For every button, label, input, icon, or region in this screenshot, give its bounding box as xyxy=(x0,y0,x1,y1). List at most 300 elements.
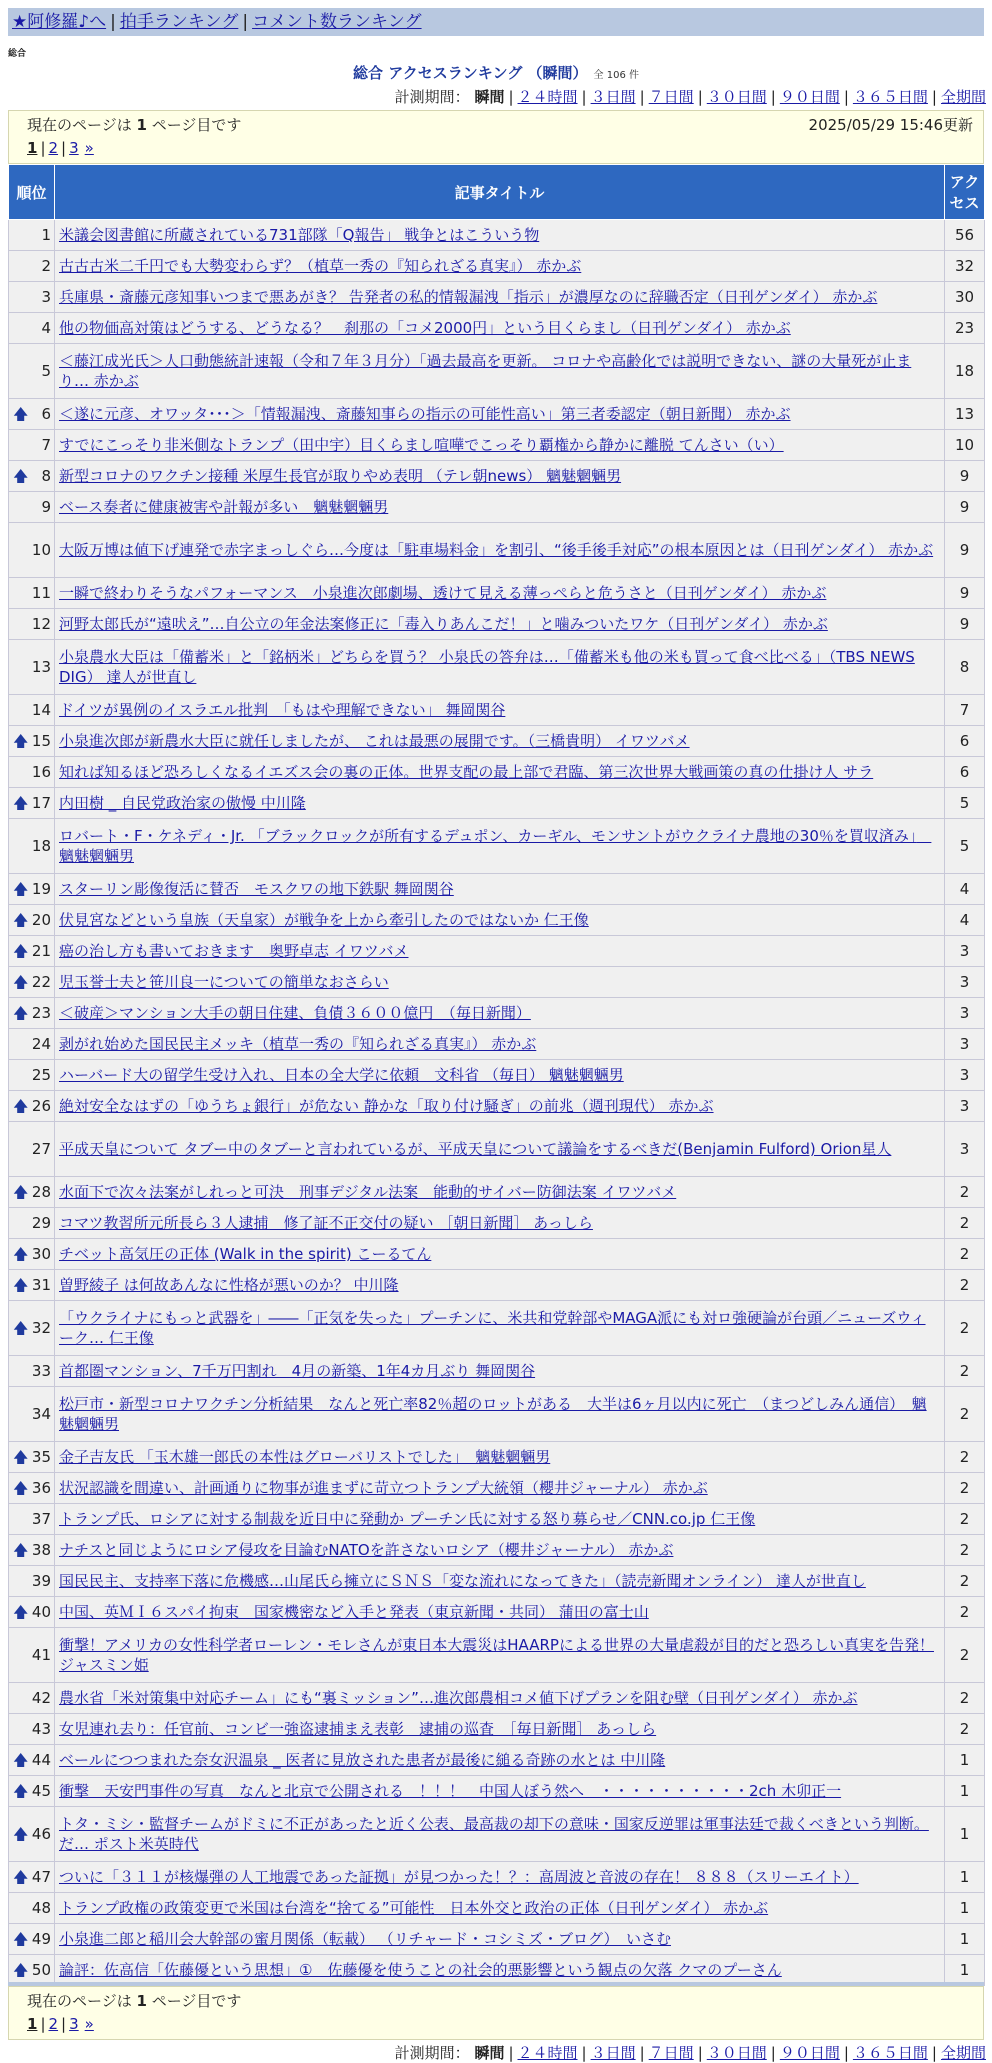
up-arrow-icon: 🡅 xyxy=(13,1319,29,1337)
rank-cell xyxy=(9,905,55,936)
period-365d[interactable]: ３６５日間 xyxy=(852,88,928,106)
access-count: 2 xyxy=(945,1566,985,1597)
article-link[interactable]: すでにこっそり非米側なトランプ（田中宇）目くらまし喧嘩でこっそり覇権から静かに離脱 てんさい（い） xyxy=(59,436,784,454)
rank-number: 40 xyxy=(31,1603,51,1621)
rank-cell xyxy=(9,1504,55,1535)
access-count: 9 xyxy=(945,461,985,492)
article-link[interactable]: ナチスと同じようにロシア侵攻を目論むNATOを許さないロシア（櫻井ジャーナル） 赤かぶ xyxy=(59,1541,674,1559)
up-arrow-icon: 🡅 xyxy=(13,1183,29,1201)
rank-number: 13 xyxy=(31,658,51,676)
article-link[interactable]: 曽野綾子 は何故あんなに性格が悪いのか？ 中川隆 xyxy=(59,1276,399,1294)
article-link[interactable]: 他の物価高対策はどうする、どうなる？ 刹那の「コメ2000円」という目くらまし（日刊ゲンダイ） 赤かぶ xyxy=(59,319,791,337)
rank-number: 19 xyxy=(31,880,51,898)
table-row xyxy=(9,1504,985,1535)
table-row xyxy=(9,1745,985,1776)
table-row xyxy=(9,819,985,874)
table-row xyxy=(9,905,985,936)
rank-cell xyxy=(9,726,55,757)
table-row xyxy=(9,251,985,282)
current-page-text: 現在のページは 1 ページ目です xyxy=(27,116,242,134)
access-count: 2 xyxy=(945,1208,985,1239)
table-row xyxy=(9,1566,985,1597)
article-link[interactable]: 平成天皇について タブー中のタブーと言われているが、平成天皇について議論をするべきだ(Benjamin Fulford) Orion星人 xyxy=(59,1140,892,1158)
table-row xyxy=(9,1270,985,1301)
rank-number: 7 xyxy=(41,436,51,454)
access-count: 1 xyxy=(945,1745,985,1776)
title-cell xyxy=(55,1807,945,1862)
period-30d[interactable]: ３０日間 xyxy=(706,88,767,106)
rank-cell xyxy=(9,695,55,726)
table-row xyxy=(9,344,985,399)
title-cell xyxy=(55,726,945,757)
rank-cell xyxy=(9,282,55,313)
rank-number: 17 xyxy=(31,794,51,812)
table-row xyxy=(9,1060,985,1091)
table-row xyxy=(9,695,985,726)
access-count: 4 xyxy=(945,905,985,936)
rank-number: 28 xyxy=(31,1183,51,1201)
ranking-title-text: 総合 アクセスランキング （瞬間） xyxy=(353,64,588,82)
article-link[interactable]: 水面下で次々法案がしれっと可決 刑事デジタル法案 能動的サイバー防御法案 イワツバメ xyxy=(59,1183,677,1201)
article-link[interactable]: 小泉進次郎が新農水大臣に就任しましたが、 これは最悪の展開です。（三橋貴明） イワツバメ xyxy=(59,732,690,750)
access-count: 2 xyxy=(945,1597,985,1628)
article-link[interactable]: 癌の治し方も書いておきます 奥野卓志 イワツバメ xyxy=(59,942,409,960)
title-cell xyxy=(55,1535,945,1566)
rank-number: 42 xyxy=(31,1689,51,1707)
title-cell xyxy=(55,1566,945,1597)
rank-cell xyxy=(9,1893,55,1924)
access-count: 2 xyxy=(945,1387,985,1442)
access-count: 2 xyxy=(945,1356,985,1387)
rank-cell xyxy=(9,344,55,399)
article-link[interactable]: トタ・ミシ・監督チームがドミに不正があったと近く公表、最高裁の却下の意味・国家反逆罪は軍事法廷で裁くべきという判断。だ… ポスト米英時代 xyxy=(59,1815,929,1853)
table-row xyxy=(9,1714,985,1745)
rank-cell xyxy=(9,967,55,998)
rank-number: 49 xyxy=(31,1930,51,1948)
updated-time: 2025/05/29 15:46更新 xyxy=(808,116,973,134)
article-link[interactable]: ハーバード大の留学生受け入れ、日本の全大学に依頼 文科省 （毎日） 魑魅魍魎男 xyxy=(59,1066,624,1084)
top-nav-bar: ★阿修羅♪へ | 拍手ランキング | コメント数ランキング xyxy=(8,8,984,36)
period-365d[interactable]: ３６５日間 xyxy=(852,2044,928,2062)
col-header-access: アクセス xyxy=(945,165,985,220)
access-count: 1 xyxy=(945,1862,985,1893)
access-count: 2 xyxy=(945,1714,985,1745)
article-link[interactable]: 知れば知るほど恐ろしくなるイエズス会の裏の正体。世界支配の最上部で君臨、第三次世界大戦画策の真の仕掛け人 サラ xyxy=(59,763,874,781)
rank-cell xyxy=(9,492,55,523)
rank-number: 37 xyxy=(31,1510,51,1528)
rank-number: 30 xyxy=(31,1245,51,1263)
article-link[interactable]: コマツ教習所元所長ら３人逮捕 修了証不正交付の疑い ［朝日新聞］ あっしら xyxy=(59,1214,593,1232)
period-current: 瞬間 xyxy=(474,2044,505,2062)
title-cell xyxy=(55,1504,945,1535)
rank-number: 44 xyxy=(31,1751,51,1769)
rank-cell xyxy=(9,609,55,640)
article-link[interactable]: 衝撃！アメリカの女性科学者ローレン・モレさんが東日本大震災はHAARPによる世界の大量虐殺が目的だと恐ろしい真実を告発！ ジャスミン姫 xyxy=(59,1636,934,1674)
title-cell xyxy=(55,1442,945,1473)
period-all[interactable]: 全期間 xyxy=(940,2044,986,2062)
rank-cell xyxy=(9,1862,55,1893)
rank-number: 5 xyxy=(41,362,51,380)
rank-number: 3 xyxy=(41,288,51,306)
access-count: 2 xyxy=(945,1239,985,1270)
up-arrow-icon: 🡅 xyxy=(13,973,29,991)
rank-cell xyxy=(9,1442,55,1473)
rank-number: 45 xyxy=(31,1782,51,1800)
title-cell xyxy=(55,819,945,874)
page-2-link[interactable]: 2 xyxy=(48,2015,59,2033)
title-cell xyxy=(55,1122,945,1177)
rank-cell xyxy=(9,1473,55,1504)
period-7d[interactable]: ７日間 xyxy=(648,88,694,106)
table-row xyxy=(9,1208,985,1239)
title-cell xyxy=(55,1387,945,1442)
rank-number: 38 xyxy=(31,1541,51,1559)
title-cell xyxy=(55,282,945,313)
access-count: 1 xyxy=(945,1893,985,1924)
rank-number: 29 xyxy=(31,1214,51,1232)
table-row xyxy=(9,1387,985,1442)
period-3d[interactable]: ３日間 xyxy=(590,88,636,106)
title-cell xyxy=(55,313,945,344)
rank-cell xyxy=(9,430,55,461)
table-row xyxy=(9,1955,985,1986)
page-1-current: 1 xyxy=(27,139,38,157)
rank-number: 1 xyxy=(41,226,51,244)
article-link[interactable]: 小泉進二郎と稲川会大幹部の蜜月関係（転載） （リチャード・コシミズ・ブログ） いさむ xyxy=(59,1930,671,1948)
article-link[interactable]: ドイツが異例のイスラエル批判 「もはや理解できない」 舞岡関谷 xyxy=(59,701,506,719)
article-link[interactable]: 新型コロナのワクチン接種 米厚生長官が取りやめ表明 （テレ朝news） 魑魅魍魎男 xyxy=(59,467,622,485)
title-cell xyxy=(55,492,945,523)
period-24h[interactable]: ２４時間 xyxy=(517,2044,578,2062)
rank-number: 10 xyxy=(31,541,51,559)
title-cell xyxy=(55,1597,945,1628)
title-cell xyxy=(55,967,945,998)
table-row xyxy=(9,1924,985,1955)
article-link[interactable]: 「ウクライナにもっと武器を」――「正気を失った」プーチンに、米共和党幹部やMAGA派にも対ロ強硬論が台頭／ニューズウィーク… 仁王像 xyxy=(59,1309,926,1347)
article-link[interactable]: 児玉誉士夫と笹川良一についての簡単なおさらい xyxy=(59,973,389,991)
title-cell xyxy=(55,461,945,492)
access-count: 30 xyxy=(945,282,985,313)
table-row xyxy=(9,578,985,609)
rank-number: 6 xyxy=(41,405,51,423)
title-cell xyxy=(55,430,945,461)
title-cell xyxy=(55,1893,945,1924)
rank-cell xyxy=(9,1714,55,1745)
page-3-link[interactable]: 3 xyxy=(69,2015,79,2033)
access-count: 3 xyxy=(945,936,985,967)
article-link[interactable]: 米議会図書館に所蔵されている731部隊「Q報告」 戦争とはこういう物 xyxy=(59,226,540,244)
up-arrow-icon: 🡅 xyxy=(13,405,29,423)
table-row xyxy=(9,967,985,998)
access-count: 3 xyxy=(945,1029,985,1060)
title-cell xyxy=(55,757,945,788)
rank-number: 15 xyxy=(31,732,51,750)
article-link[interactable]: 状況認識を間違い、計画通りに物事が進まずに苛立つトランプ大統領（櫻井ジャーナル） 赤かぶ xyxy=(59,1479,708,1497)
title-cell xyxy=(55,1060,945,1091)
title-cell xyxy=(55,1745,945,1776)
nav-link-comment-ranking[interactable]: コメント数ランキング xyxy=(252,12,422,32)
title-cell xyxy=(55,609,945,640)
rank-cell xyxy=(9,399,55,430)
up-arrow-icon: 🡅 xyxy=(13,732,29,750)
rank-number: 34 xyxy=(31,1405,51,1423)
access-count: 2 xyxy=(945,1301,985,1356)
rank-cell xyxy=(9,461,55,492)
nav-link-clap-ranking[interactable]: 拍手ランキング xyxy=(119,12,239,32)
article-link[interactable]: ＜破産＞マンション大手の朝日住建、負債３６００億円 （毎日新聞） xyxy=(59,1004,531,1022)
article-link[interactable]: ＜藤江成光氏＞人口動態統計速報（令和７年３月分）「過去最高を更新。 コロナや高齢化では説明できない、謎の大量死が止まり… 赤かぶ xyxy=(59,352,912,390)
up-arrow-icon: 🡅 xyxy=(13,1448,29,1466)
period-selector-top: 計測期間： 瞬間 | ２４時間 | ３日間 | ７日間 | ３０日間 | ９０日間 | ３６５日間 | 全期間 xyxy=(394,88,986,106)
title-cell xyxy=(55,1239,945,1270)
rank-cell xyxy=(9,251,55,282)
table-row xyxy=(9,1535,985,1566)
table-row xyxy=(9,1091,985,1122)
rank-cell xyxy=(9,1239,55,1270)
period-90d[interactable]: ９０日間 xyxy=(779,88,840,106)
up-arrow-icon: 🡅 xyxy=(13,1541,29,1559)
table-row xyxy=(9,1301,985,1356)
article-link[interactable]: スターリン彫像復活に賛否 モスクワの地下鉄駅 舞岡関谷 xyxy=(59,880,454,898)
title-cell xyxy=(55,1628,945,1683)
access-count: 9 xyxy=(945,523,985,578)
article-link[interactable]: ＜遂に元彦、オワッタ･･･＞「情報漏洩、斎藤知事らの指示の可能性高い」第三者委認定（朝日新聞） 赤かぶ xyxy=(59,405,791,423)
access-count: 9 xyxy=(945,492,985,523)
next-page-link[interactable]: » xyxy=(84,2015,94,2033)
ranking-title xyxy=(0,62,992,83)
table-row xyxy=(9,998,985,1029)
article-link[interactable]: 金子吉友氏 「玉木雄一郎氏の本性はグローバリストでした」 魑魅魍魎男 xyxy=(59,1448,551,1466)
article-link[interactable]: トランプ政権の政策変更で米国は台湾を“捨てる”可能性 日本外交と政治の正体（日刊ゲンダイ） 赤かぶ xyxy=(59,1899,769,1917)
rank-cell xyxy=(9,1776,55,1807)
access-count: 18 xyxy=(945,344,985,399)
rank-number: 36 xyxy=(31,1479,51,1497)
rank-number: 8 xyxy=(41,467,51,485)
period-30d[interactable]: ３０日間 xyxy=(706,2044,767,2062)
title-cell xyxy=(55,1029,945,1060)
rank-cell xyxy=(9,874,55,905)
ranking-rows xyxy=(9,220,985,1986)
up-arrow-icon: 🡅 xyxy=(13,1276,29,1294)
rank-number: 12 xyxy=(31,615,51,633)
rank-cell xyxy=(9,1301,55,1356)
period-3d[interactable]: ３日間 xyxy=(590,2044,636,2062)
access-count: 3 xyxy=(945,998,985,1029)
rank-cell xyxy=(9,788,55,819)
title-cell xyxy=(55,1270,945,1301)
rank-cell xyxy=(9,936,55,967)
period-7d[interactable]: ７日間 xyxy=(648,2044,694,2062)
access-count: 2 xyxy=(945,1535,985,1566)
article-link[interactable]: 絶対安全なはずの「ゆうちょ銀行」が危ない 静かな「取り付け騒ぎ」の前兆（週刊現代） 赤かぶ xyxy=(59,1097,714,1115)
title-cell xyxy=(55,1714,945,1745)
access-count: 1 xyxy=(945,1955,985,1986)
article-link[interactable]: 河野太郎氏が“遠吠え”…自公立の年金法案修正に「毒入りあんこだ！」と噛みついたワケ（日刊ゲンダイ） 赤かぶ xyxy=(59,615,828,633)
rank-number: 31 xyxy=(31,1276,51,1294)
access-count: 5 xyxy=(945,819,985,874)
article-link[interactable]: 松戸市・新型コロナワクチン分析結果 なんと死亡率82％超のロットがある 大半は6ヶ月以内に死亡 （まつどしみん通信） 魑魅魍魎男 xyxy=(59,1395,927,1433)
rank-number: 9 xyxy=(41,498,51,516)
page-3-link[interactable]: 3 xyxy=(69,139,79,157)
article-link[interactable]: 剥がれ始めた国民民主メッキ（植草一秀の『知られざる真実』） 赤かぶ xyxy=(59,1035,537,1053)
rank-number: 48 xyxy=(31,1899,51,1917)
title-cell xyxy=(55,1301,945,1356)
ranking-table xyxy=(8,164,985,1986)
up-arrow-icon: 🡅 xyxy=(13,1751,29,1769)
access-count: 2 xyxy=(945,1473,985,1504)
article-link[interactable]: 中国、英ＭＩ６スパイ拘束 国家機密など入手と発表（東京新聞・共同） 蒲田の富士山 xyxy=(59,1603,649,1621)
up-arrow-icon: 🡅 xyxy=(13,880,29,898)
title-cell xyxy=(55,1356,945,1387)
period-90d[interactable]: ９０日間 xyxy=(779,2044,840,2062)
up-arrow-icon: 🡅 xyxy=(13,1097,29,1115)
article-link[interactable]: 小泉農水大臣は「備蓄米」と「銘柄米」どちらを買う？ 小泉氏の答弁は…「備蓄米も他の米も買って食べ比べる」（TBS NEWS DIG） 達人が世直し xyxy=(59,648,915,686)
access-count: 3 xyxy=(945,1122,985,1177)
up-arrow-icon: 🡅 xyxy=(13,1782,29,1800)
article-link[interactable]: 衝撃 天安門事件の写真 なんと北京で公開される ！！！ 中国人ぼう然へ ・・・・・・・・・・2ch 木卯正一 xyxy=(59,1782,842,1800)
table-row xyxy=(9,1597,985,1628)
title-cell xyxy=(55,344,945,399)
rank-number: 16 xyxy=(31,763,51,781)
period-24h[interactable]: ２４時間 xyxy=(517,88,578,106)
up-arrow-icon: 🡅 xyxy=(13,911,29,929)
article-link[interactable]: 伏見宮などという皇族（天皇家）が戦争を上から牽引したのではないか 仁王像 xyxy=(59,911,589,929)
rank-number: 20 xyxy=(31,911,51,929)
nav-link-ashura[interactable]: ★阿修羅♪へ xyxy=(12,12,107,32)
article-link[interactable]: 一瞬で終わりそうなパフォーマンス 小泉進次郎劇場、透けて見える薄っぺらと危うさと（日刊ゲンダイ） 赤かぶ xyxy=(59,584,827,602)
rank-cell xyxy=(9,1356,55,1387)
title-cell xyxy=(55,874,945,905)
access-count: 10 xyxy=(945,430,985,461)
table-row xyxy=(9,1442,985,1473)
page-2-link[interactable]: 2 xyxy=(48,139,59,157)
article-link[interactable]: 首都圏マンション、7千万円割れ 4月の新築、1年4カ月ぶり 舞岡関谷 xyxy=(59,1362,536,1380)
access-count: 9 xyxy=(945,609,985,640)
rank-cell xyxy=(9,1122,55,1177)
access-count: 9 xyxy=(945,578,985,609)
pager-top xyxy=(8,110,984,164)
title-cell xyxy=(55,640,945,695)
rank-number: 47 xyxy=(31,1868,51,1886)
rank-number: 32 xyxy=(31,1319,51,1337)
page-links: 1 | 2 | 3 » xyxy=(27,2015,94,2033)
table-row xyxy=(9,1473,985,1504)
up-arrow-icon: 🡅 xyxy=(13,1930,29,1948)
access-count: 23 xyxy=(945,313,985,344)
table-row xyxy=(9,1029,985,1060)
article-link[interactable]: 農水省「米対策集中対応チーム」にも“裏ミッション”…進次郎農相コメ値下げプランを阻む壁（日刊ゲンダイ） 赤かぶ xyxy=(59,1689,858,1707)
rank-number: 39 xyxy=(31,1572,51,1590)
rank-cell xyxy=(9,1924,55,1955)
rank-number: 25 xyxy=(31,1066,51,1084)
title-cell xyxy=(55,1776,945,1807)
rank-cell xyxy=(9,1387,55,1442)
access-count: 2 xyxy=(945,1442,985,1473)
up-arrow-icon: 🡅 xyxy=(13,467,29,485)
article-link[interactable]: 大阪万博は値下げ連発で赤字まっしぐら…今度は「駐車場料金」を割引、“後手後手対応”の根本原因とは（日刊ゲンダイ） 赤かぶ xyxy=(59,541,934,559)
table-row xyxy=(9,936,985,967)
up-arrow-icon: 🡅 xyxy=(13,1004,29,1022)
rank-cell xyxy=(9,1597,55,1628)
next-page-link[interactable]: » xyxy=(84,139,94,157)
rank-number: 11 xyxy=(31,584,51,602)
article-link[interactable]: 古古古米二千円でも大勢変わらず？（植草一秀の『知られざる真実』） 赤かぶ xyxy=(59,257,582,275)
table-row xyxy=(9,874,985,905)
table-row xyxy=(9,757,985,788)
article-link[interactable]: 兵庫県・斎藤元彦知事いつまで悪あがき？ 告発者の私的情報漏洩「指示」が濃厚なのに辞職否定（日刊ゲンダイ） 赤かぶ xyxy=(59,288,878,306)
title-cell xyxy=(55,1683,945,1714)
title-cell xyxy=(55,1208,945,1239)
access-count: 2 xyxy=(945,1504,985,1535)
access-count: 2 xyxy=(945,1628,985,1683)
title-cell xyxy=(55,1091,945,1122)
title-cell xyxy=(55,1473,945,1504)
article-link[interactable]: 国民民主、支持率下落に危機感…山尾氏ら擁立にＳＮＳ「変な流れになってきた」（読売新聞オンライン） 達人が世直し xyxy=(59,1572,866,1590)
rank-number: 33 xyxy=(31,1362,51,1380)
title-cell xyxy=(55,578,945,609)
up-arrow-icon: 🡅 xyxy=(13,1961,29,1979)
period-label: 計測期間： xyxy=(394,2044,470,2062)
article-link[interactable]: ベールにつつまれた奈女沢温泉 _ 医者に見放された患者が最後に縋る奇跡の水とは 中川隆 xyxy=(59,1751,666,1769)
rank-cell xyxy=(9,1566,55,1597)
up-arrow-icon: 🡅 xyxy=(13,1479,29,1497)
article-link[interactable]: 内田樹 _ 自民党政治家の傲慢 中川隆 xyxy=(59,794,306,812)
access-count: 7 xyxy=(945,695,985,726)
access-count: 2 xyxy=(945,1177,985,1208)
page-links: 1 | 2 | 3 » xyxy=(27,139,94,157)
rank-number: 22 xyxy=(31,973,51,991)
article-link[interactable]: ロバート・F・ケネディ・Jr. 「ブラックロックが所有するデュポン、カーギル、モンサントがウクライナ農地の30％を買収済み」 魑魅魍魎男 xyxy=(59,827,932,865)
title-cell xyxy=(55,523,945,578)
rank-cell xyxy=(9,1029,55,1060)
access-count: 3 xyxy=(945,967,985,998)
access-count: 6 xyxy=(945,726,985,757)
rank-cell xyxy=(9,578,55,609)
title-cell xyxy=(55,251,945,282)
rank-number: 23 xyxy=(31,1004,51,1022)
article-link[interactable]: ついに「３１１が核爆弾の人工地震であった証拠」が見つかった！？：高周波と音波の存在！ ８８８（スリーエイト） xyxy=(59,1868,859,1886)
rank-cell xyxy=(9,1628,55,1683)
rank-cell xyxy=(9,1270,55,1301)
table-row xyxy=(9,523,985,578)
title-cell xyxy=(55,1862,945,1893)
article-link[interactable]: トランプ氏、ロシアに対する制裁を近日中に発動か プーチン氏に対する怒り募らせ／CNN.co.jp 仁王像 xyxy=(59,1510,756,1528)
title-cell xyxy=(55,1955,945,1986)
rank-cell xyxy=(9,1807,55,1862)
table-row xyxy=(9,1122,985,1177)
period-current: 瞬間 xyxy=(474,88,505,106)
rank-number: 41 xyxy=(31,1646,51,1664)
up-arrow-icon: 🡅 xyxy=(13,1868,29,1886)
table-row xyxy=(9,430,985,461)
up-arrow-icon: 🡅 xyxy=(13,794,29,812)
rank-cell xyxy=(9,1208,55,1239)
article-link[interactable]: ベース奏者に健康被害や計報が多い 魑魅魍魎男 xyxy=(59,498,389,516)
rank-cell xyxy=(9,1535,55,1566)
article-link[interactable]: チベット高気圧の正体 (Walk in the spirit) こーるてん xyxy=(59,1245,432,1263)
title-cell xyxy=(55,788,945,819)
rank-cell xyxy=(9,819,55,874)
rank-cell xyxy=(9,313,55,344)
period-all[interactable]: 全期間 xyxy=(940,88,986,106)
article-link[interactable]: 女児連れ去り：任官前、コンビ一強盗逮捕まえ表彰 逮捕の巡査 ［毎日新聞］ あっしら xyxy=(59,1720,657,1738)
table-row xyxy=(9,282,985,313)
page-1-current: 1 xyxy=(27,2015,38,2033)
access-count: 2 xyxy=(945,1683,985,1714)
rank-cell xyxy=(9,523,55,578)
rank-number: 2 xyxy=(41,257,51,275)
article-link[interactable]: 論評：佐高信「佐藤優という思想」① 佐藤優を使うことの社会的悪影響という観点の欠落 クマのプーさん xyxy=(59,1961,782,1979)
